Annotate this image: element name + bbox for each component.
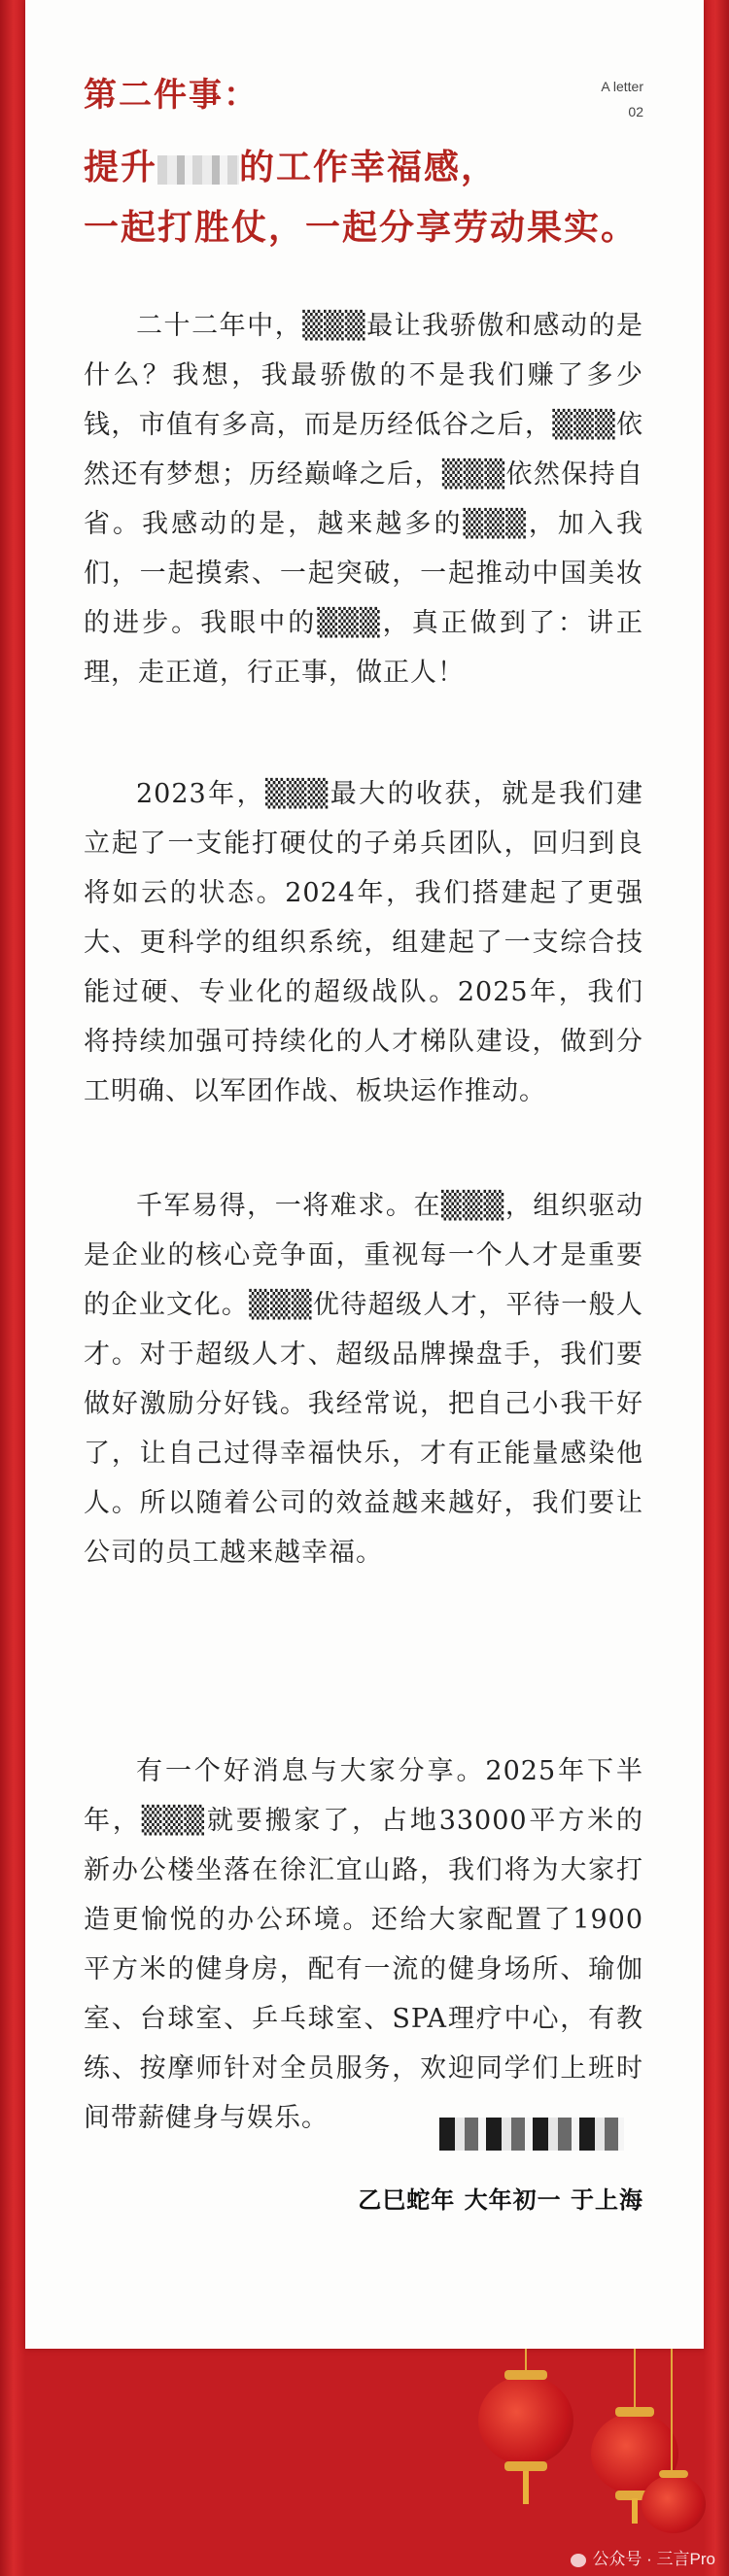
paragraph-1: 二十二年中，▒▒▒最让我骄傲和感动的是什么？我想，我最骄傲的不是我们赚了多少钱，市值有多高，而是历经低谷之后，▒▒▒依然还有梦想；历经巅峰之后，▒▒▒依然保持自省。我感动的是，越来越多的▒▒▒，加入我们，一起摸索、一起突破，一起推动中国美妆的进步。我眼中的▒▒▒，真正做到了：讲正理，走正道，行正事，做正人！ — [84, 311, 643, 688]
lantern-icon — [478, 2376, 573, 2465]
letter-tag — [601, 74, 643, 124]
watermark-text: 公众号 · 三言Pro — [592, 2550, 715, 2568]
paragraph-4: 有一个好消息与大家分享。2025年下半年，▒▒▒就要搬家了，占地33000平方米的新办公楼坐落在徐汇宜山路，我们将为大家打造更愉悦的办公环境。还给大家配置了1900平方米的健身房，配有一流的健身场所、瑜伽室、台球室、乒乓球室、SPA理疗中心，有教练、按摩师针对全员服务，欢迎同学们上班时间带薪健身与娱乐。 — [84, 1756, 643, 2133]
letter-tag-label: A letter — [601, 79, 643, 94]
subtitle-line-2: 一起打胜仗，一起分享劳动果实。 — [84, 207, 639, 248]
paragraph-3: 千军易得，一将难求。在▒▒▒，组织驱动是企业的核心竞争面，重视每一个人才是重要的企业文化。▒▒▒优待超级人才，平待一般人才。对于超级人才、超级品牌操盘手，我们要做好激励分好钱。我经常说，把自己小我干好了，让自己过得幸福快乐，才有正能量感染他人。所以随着公司的效益越来越好，我们要让公司的员工越来越幸福。 — [84, 1191, 643, 1568]
signature-redacted-mosaic — [439, 2118, 624, 2151]
redacted-mosaic — [157, 155, 239, 185]
lantern-icon — [642, 2475, 706, 2533]
lantern-string — [671, 2349, 673, 2475]
letter-tag-number: 02 — [628, 104, 643, 119]
subtitle-line-1 — [84, 140, 498, 189]
watermark — [571, 2545, 715, 2569]
wechat-icon — [571, 2554, 586, 2567]
signature-date: 乙巳蛇年 大年初一 于上海 — [358, 2186, 643, 2214]
paragraph-2: 2023年，▒▒▒最大的收获，就是我们建立起了一支能打硬仗的子弟兵团队，回归到良将如云的状态。2024年，我们搭建起了更强大、更科学的组织系统，组建起了一支综合技能过硬、专业化的超级战队。2025年，我们将持续加强可持续化的人才梯队建设，做到分工明确、以军团作战、板块运作推动。 — [84, 779, 643, 1106]
subtitle-line-1-end: 的工作幸福感， — [239, 147, 499, 187]
letter-paper — [25, 0, 704, 2349]
subtitle-line-1-start: 提升 — [84, 147, 158, 187]
section-heading: 第二件事： — [84, 76, 259, 115]
